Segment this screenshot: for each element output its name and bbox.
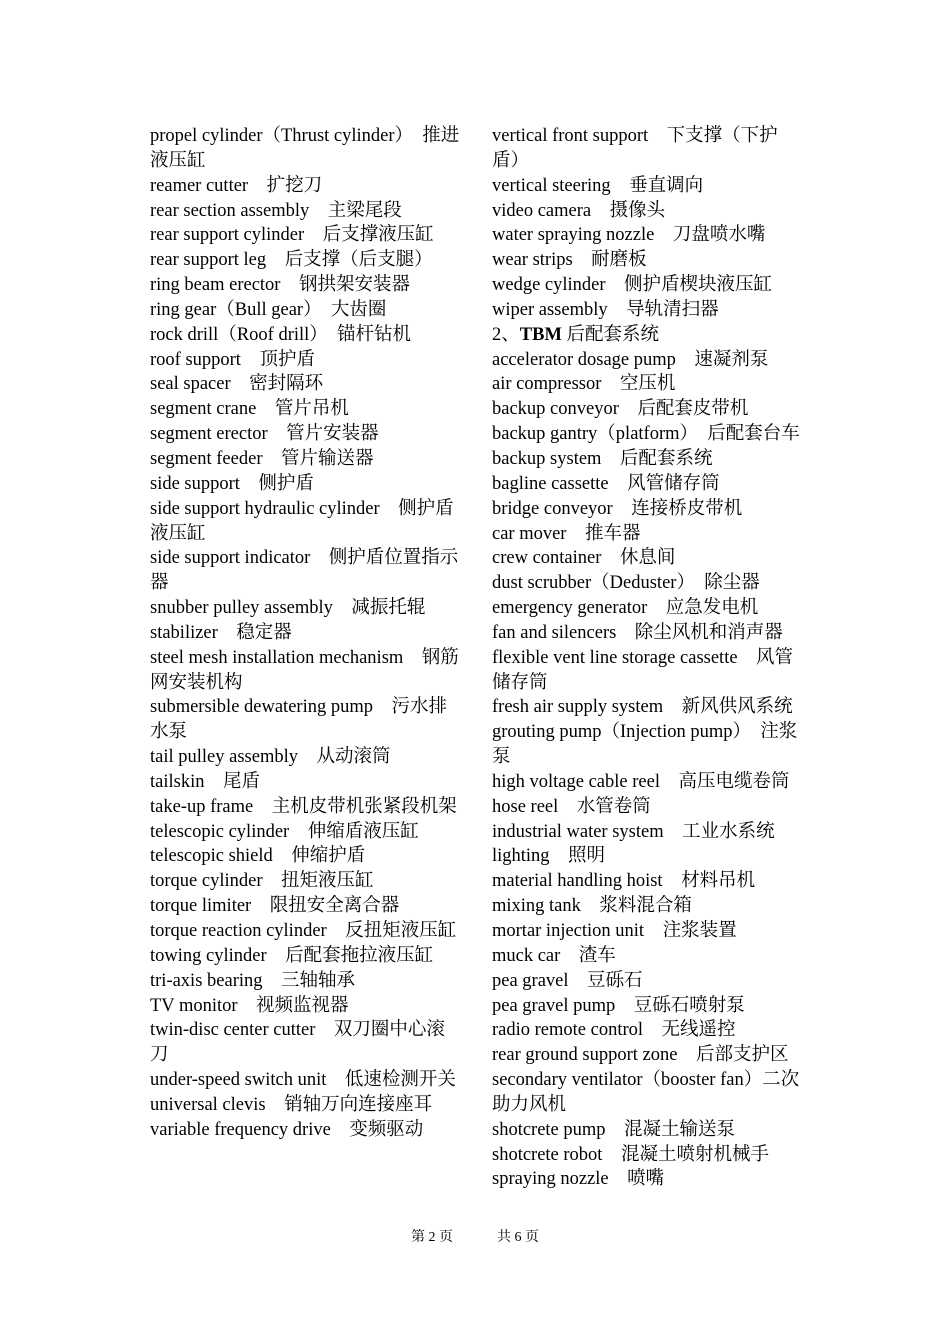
page-footer (0, 1228, 950, 1248)
glossary-entry: crew container 休息间 (492, 548, 676, 569)
glossary-entry: wear strips 耐磨板 (492, 250, 647, 271)
glossary-entry: side support hydraulic cylinder 侧护盾液压缸 (150, 498, 454, 544)
glossary-entry: steel mesh installation mechanism 钢筋网安装机构 (150, 647, 459, 693)
glossary-entry: stabilizer 稳定器 (150, 622, 292, 643)
glossary-entry: flexible vent line storage cassette 风管储存筒 (492, 647, 794, 693)
glossary-entry: radio remote control 无线遥控 (492, 1020, 736, 1041)
glossary-entry: backup conveyor 后配套皮带机 (492, 399, 749, 420)
glossary-entry: mortar injection unit 注浆装置 (492, 921, 737, 941)
glossary-entry: side support 侧护盾 (150, 473, 314, 494)
glossary-entry: air compressor 空压机 (492, 374, 676, 395)
glossary-entry: universal clevis 销轴万向连接座耳 (150, 1094, 433, 1115)
glossary-entry: fan and silencers 除尘风机和消声器 (492, 622, 783, 643)
glossary-entry: segment erector 管片安装器 (150, 424, 379, 445)
glossary-entry: car mover 推车器 (492, 523, 641, 544)
glossary-entry: pea gravel 豆砾石 (492, 970, 643, 991)
glossary-entry: take-up frame 主机皮带机张紧段机架 (150, 796, 457, 817)
glossary-entry: telescopic cylinder 伸缩盾液压缸 (150, 821, 419, 842)
glossary-entry: rock drill（Roof drill） 锚杆钻机 (150, 324, 412, 345)
glossary-entry: snubber pulley assembly 减振托辊 (150, 598, 426, 619)
glossary-entry: backup gantry（platform） 后配套台车 (492, 424, 800, 445)
glossary-entry: wiper assembly 导轨清扫器 (492, 299, 719, 320)
glossary-entry: lighting 照明 (492, 846, 606, 867)
glossary-entry: submersible dewatering pump 污水排水泵 (150, 697, 447, 743)
glossary-entry: pea gravel pump 豆砾石喷射泵 (492, 995, 745, 1016)
glossary-entry: emergency generator 应急发电机 (492, 598, 759, 619)
glossary-entry: torque limiter 限扭安全离合器 (150, 896, 400, 917)
glossary-entry: fresh air supply system 新风供风系统 (492, 697, 793, 718)
page-total: 共 6 页 (497, 1230, 539, 1245)
page-number: 第 2 页 (411, 1230, 453, 1245)
glossary-entry: seal spacer 密封隔环 (150, 374, 324, 395)
glossary-entry: twin-disc center cutter 双刀圈中心滚刀 (150, 1020, 445, 1066)
section-heading (492, 323, 802, 348)
glossary-entry: muck car 渣车 (492, 945, 616, 966)
glossary-entry: TV monitor 视频监视器 (150, 995, 349, 1016)
left-column (150, 124, 460, 1143)
glossary-entry: roof support 顶护盾 (150, 349, 315, 370)
glossary-entry: tri-axis bearing 三轴轴承 (150, 970, 355, 991)
glossary-entry: rear support leg 后支撑（后支腿） (150, 250, 433, 271)
glossary-entry: variable frequency drive 变频驱动 (150, 1119, 424, 1140)
glossary-entry: rear ground support zone 后部支护区 (492, 1045, 789, 1066)
glossary-entry: bridge conveyor 连接桥皮带机 (492, 498, 743, 519)
glossary-entry: video camera 摄像头 (492, 200, 666, 221)
glossary-entry: bagline cassette 风管储存筒 (492, 473, 720, 494)
glossary-entry: rear section assembly 主梁尾段 (150, 200, 402, 221)
glossary-entry: tailskin 尾盾 (150, 771, 260, 792)
glossary-entry: spraying nozzle 喷嘴 (492, 1169, 665, 1190)
glossary-entry: side support indicator 侧护盾位置指示器 (150, 548, 459, 594)
glossary-entry: hose reel 水管卷筒 (492, 796, 651, 817)
glossary-entry: telescopic shield 伸缩护盾 (150, 846, 366, 867)
glossary-entry: segment feeder 管片输送器 (150, 448, 374, 469)
section-title: 后配套系统 (561, 324, 660, 345)
glossary-entry: vertical steering 垂直调向 (492, 175, 704, 196)
glossary-entry: secondary ventilator（booster fan）二次助力风机 (492, 1070, 800, 1115)
section-number: 2、 (492, 324, 520, 345)
glossary-entry: ring beam erector 钢拱架安装器 (150, 275, 410, 296)
right-column (492, 124, 802, 1192)
glossary-entry: shotcrete robot 混凝土喷射机械手 (492, 1144, 769, 1165)
glossary-entry: accelerator dosage pump 速凝剂泵 (492, 349, 769, 370)
glossary-entry: segment crane 管片吊机 (150, 399, 349, 420)
glossary-entry: backup system 后配套系统 (492, 448, 713, 469)
glossary-entry: material handling hoist 材料吊机 (492, 871, 756, 892)
glossary-entry: high voltage cable reel 高压电缆卷筒 (492, 771, 790, 792)
glossary-entry: industrial water system 工业水系统 (492, 821, 775, 842)
glossary-entry: mixing tank 浆料混合箱 (492, 896, 692, 917)
section-title-bold: TBM (519, 324, 562, 345)
glossary-entry: under-speed switch unit 低速检测开关 (150, 1070, 456, 1091)
glossary-entry: ring gear（Bull gear） 大齿圈 (150, 299, 387, 320)
glossary-entry: grouting pump（Injection pump） 注浆泵 (492, 722, 798, 768)
glossary-entry: dust scrubber（Deduster） 除尘器 (492, 573, 760, 594)
glossary-entry: rear support cylinder 后支撑液压缸 (150, 225, 434, 246)
glossary-entry: tail pulley assembly 从动滚筒 (150, 747, 391, 768)
glossary-entry: water spraying nozzle 刀盘喷水嘴 (492, 225, 766, 246)
glossary-entry: reamer cutter 扩挖刀 (150, 175, 323, 196)
glossary-entry: shotcrete pump 混凝土输送泵 (492, 1119, 736, 1140)
glossary-entry: vertical front support 下支撑（下护盾） (492, 126, 778, 171)
glossary-entry: torque reaction cylinder 反扭矩液压缸 (150, 921, 457, 941)
glossary-entry: torque cylinder 扭矩液压缸 (150, 871, 374, 892)
glossary-entry: propel cylinder（Thrust cylinder） 推进液压缸 (150, 126, 460, 171)
glossary-entry: wedge cylinder 侧护盾楔块液压缸 (492, 275, 773, 296)
glossary-entry: towing cylinder 后配套拖拉液压缸 (150, 945, 434, 966)
